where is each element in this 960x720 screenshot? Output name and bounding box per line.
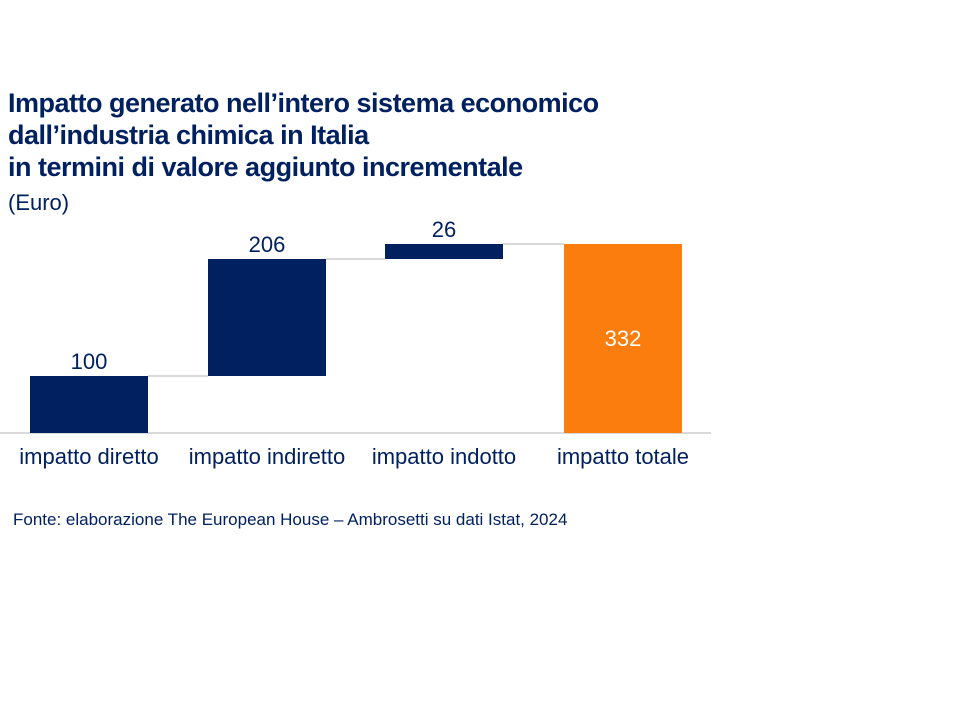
bar-value-label: 206 xyxy=(248,232,286,258)
bar-connector xyxy=(326,258,385,260)
title-line-2: dall’industria chimica in Italia xyxy=(8,120,369,150)
bar-value-label: 26 xyxy=(431,217,457,243)
category-label: impatto totale xyxy=(556,444,690,469)
bar-impatto-indiretto xyxy=(208,259,326,376)
bar-impatto-indotto xyxy=(385,244,503,259)
category-label: impatto indiretto xyxy=(188,444,346,469)
bar-connector xyxy=(503,243,564,245)
title-line-1: Impatto generato nell’intero sistema economico xyxy=(8,88,599,118)
category-label: impatto diretto xyxy=(19,444,159,469)
title-line-3: in termini di valore aggiunto incrementale xyxy=(8,152,523,182)
bar-impatto-diretto xyxy=(30,376,148,433)
bar-connector xyxy=(148,375,208,377)
source-note: Fonte: elaborazione The European House – Ambrosetti su dati Istat, 2024 xyxy=(13,510,568,529)
category-label: impatto indotto xyxy=(371,444,517,469)
bar-value-label: 332 xyxy=(604,325,642,351)
unit-label: (Euro) xyxy=(8,190,70,215)
bar-value-label: 100 xyxy=(70,349,108,375)
